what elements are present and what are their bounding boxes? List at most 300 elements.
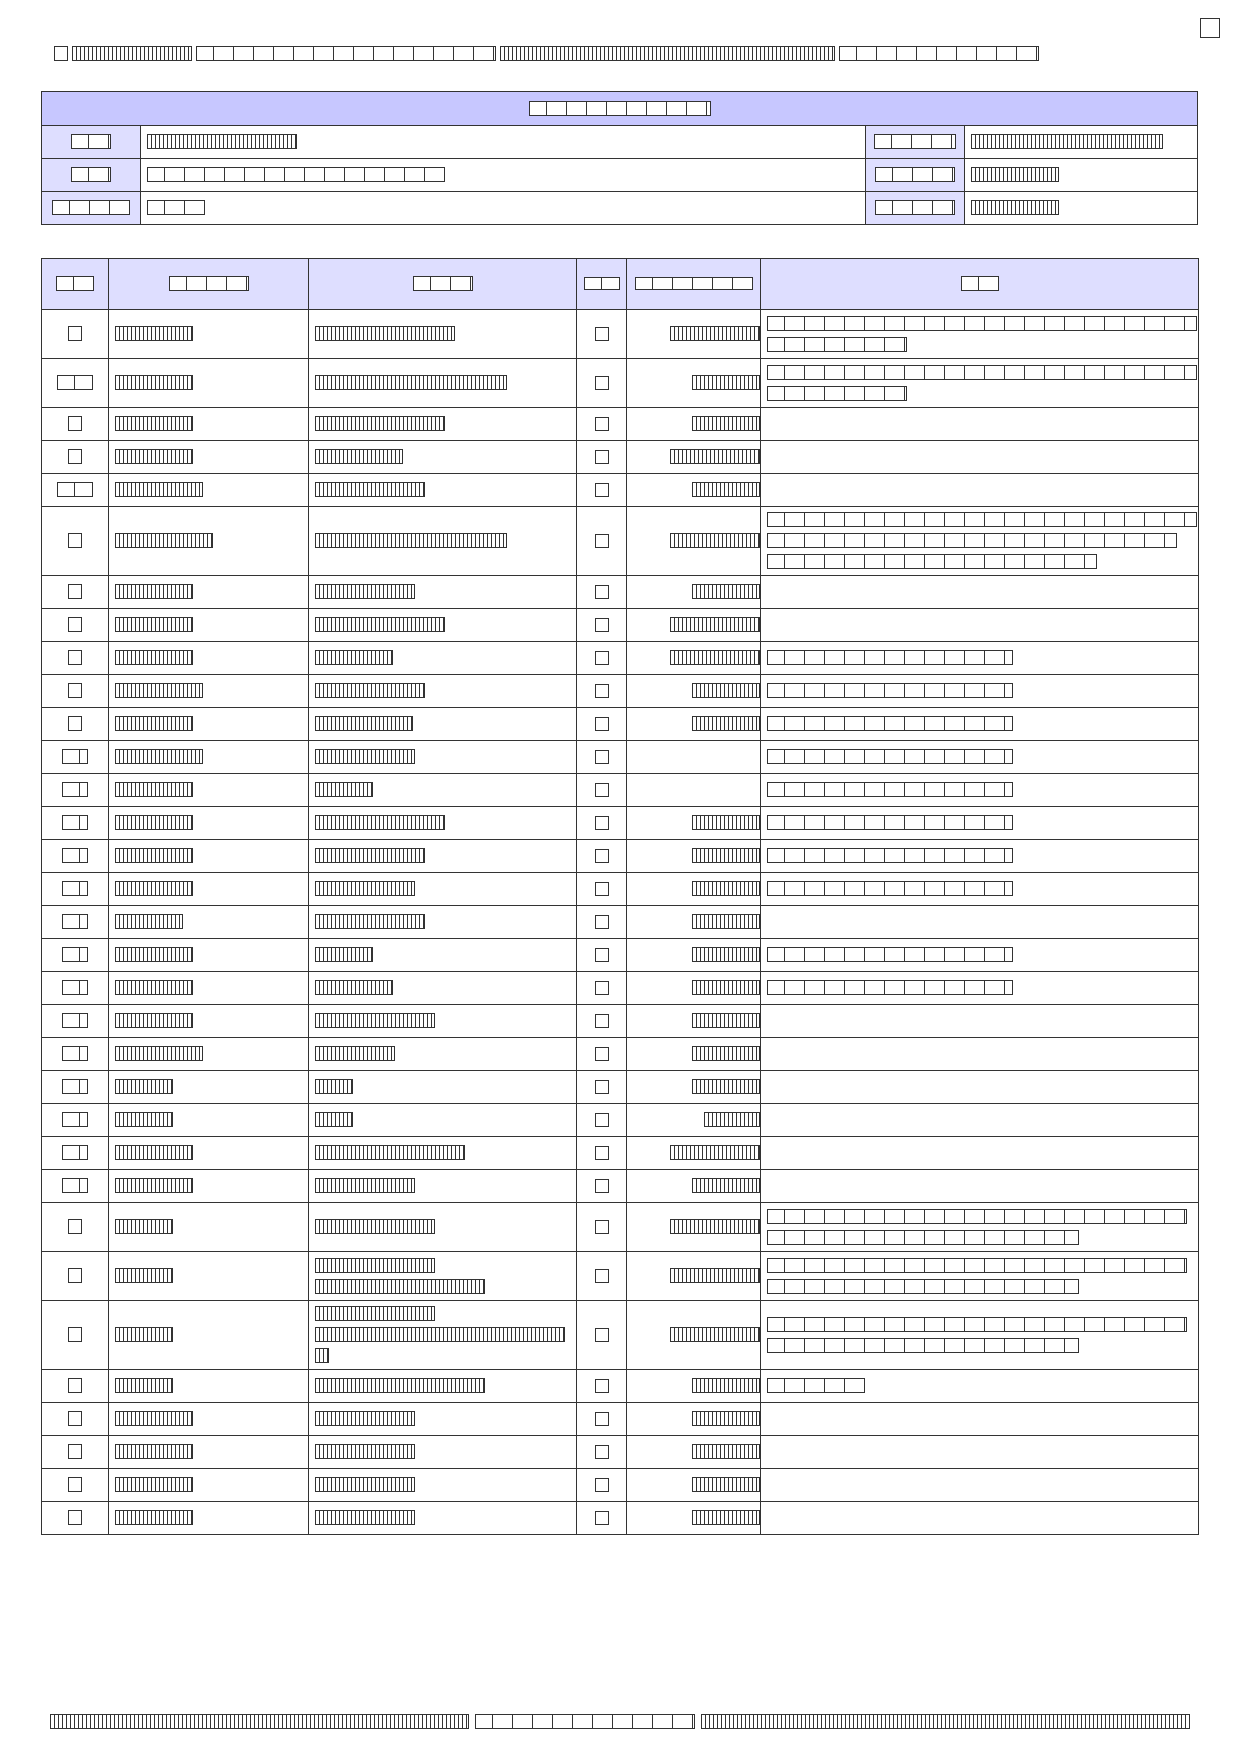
summary-info-table	[41, 91, 1198, 225]
text-placeholder	[57, 375, 93, 390]
row-number	[42, 1170, 109, 1203]
row-amount	[627, 840, 761, 873]
row-flag	[577, 507, 627, 576]
text-placeholder	[670, 650, 760, 665]
row-flag	[577, 939, 627, 972]
row-flag	[577, 1469, 627, 1502]
info-label	[866, 126, 965, 159]
row-amount	[627, 1071, 761, 1104]
text-placeholder	[670, 1145, 760, 1160]
text-placeholder	[692, 1477, 760, 1492]
table-row	[42, 359, 1199, 408]
text-placeholder	[315, 449, 403, 464]
row-name	[309, 1137, 577, 1170]
text-placeholder	[315, 749, 415, 764]
table-row	[42, 1137, 1199, 1170]
text-placeholder	[196, 46, 496, 61]
row-code	[109, 741, 309, 774]
row-code	[109, 1469, 309, 1502]
text-placeholder	[315, 1279, 485, 1294]
row-number	[42, 840, 109, 873]
text-placeholder	[670, 1327, 760, 1342]
row-number	[42, 1469, 109, 1502]
info-label	[866, 192, 965, 225]
text-placeholder	[692, 1411, 760, 1426]
checkbox-icon	[595, 1113, 609, 1127]
row-number	[42, 906, 109, 939]
text-placeholder	[68, 449, 82, 464]
text-placeholder	[670, 1219, 760, 1234]
checkbox-icon	[595, 1412, 609, 1426]
row-amount	[627, 1104, 761, 1137]
text-placeholder	[704, 1112, 760, 1127]
row-flag	[577, 675, 627, 708]
row-amount	[627, 1370, 761, 1403]
info-value	[965, 159, 1198, 192]
row-number	[42, 1137, 109, 1170]
row-flag	[577, 774, 627, 807]
text-placeholder	[62, 1178, 88, 1193]
row-note	[761, 1370, 1199, 1403]
text-placeholder	[62, 914, 88, 929]
text-placeholder	[692, 1444, 760, 1459]
text-placeholder	[767, 683, 1013, 698]
row-note	[761, 576, 1199, 609]
row-code	[109, 873, 309, 906]
column-header	[761, 259, 1199, 310]
table-row	[42, 441, 1199, 474]
text-placeholder	[315, 617, 445, 632]
table-row	[42, 408, 1199, 441]
text-placeholder	[670, 617, 760, 632]
row-number	[42, 408, 109, 441]
row-code	[109, 840, 309, 873]
row-number	[42, 741, 109, 774]
text-placeholder	[315, 881, 415, 896]
row-flag	[577, 441, 627, 474]
row-flag	[577, 1104, 627, 1137]
row-flag	[577, 873, 627, 906]
row-code	[109, 359, 309, 408]
row-number	[42, 1252, 109, 1301]
row-code	[109, 1170, 309, 1203]
table-row	[42, 675, 1199, 708]
row-number	[42, 1370, 109, 1403]
text-placeholder	[670, 449, 760, 464]
row-note	[761, 474, 1199, 507]
row-amount	[627, 675, 761, 708]
text-placeholder	[115, 617, 193, 632]
column-header	[42, 259, 109, 310]
text-placeholder	[68, 326, 82, 341]
row-amount	[627, 609, 761, 642]
text-placeholder	[50, 1714, 469, 1729]
row-code	[109, 972, 309, 1005]
text-placeholder	[692, 683, 760, 698]
row-name	[309, 1252, 577, 1301]
row-note	[761, 873, 1199, 906]
text-placeholder	[62, 815, 88, 830]
row-code	[109, 1203, 309, 1252]
text-placeholder	[315, 683, 425, 698]
row-code	[109, 1502, 309, 1535]
table-row	[42, 1469, 1199, 1502]
table-row	[42, 576, 1199, 609]
text-placeholder	[315, 1258, 435, 1273]
table-row	[42, 774, 1199, 807]
row-number	[42, 474, 109, 507]
text-placeholder	[315, 1510, 415, 1525]
text-placeholder	[767, 1209, 1187, 1224]
row-amount	[627, 1502, 761, 1535]
checkbox-icon	[595, 981, 609, 995]
text-placeholder	[68, 1268, 82, 1283]
text-placeholder	[315, 650, 393, 665]
text-placeholder	[692, 1079, 760, 1094]
row-code	[109, 675, 309, 708]
row-code	[109, 474, 309, 507]
table-row	[42, 1403, 1199, 1436]
row-number	[42, 774, 109, 807]
info-label	[42, 126, 141, 159]
row-note	[761, 609, 1199, 642]
row-number	[42, 576, 109, 609]
text-placeholder	[62, 1046, 88, 1061]
info-value	[141, 159, 866, 192]
text-placeholder	[692, 1378, 760, 1393]
text-placeholder	[68, 617, 82, 632]
text-placeholder	[115, 1046, 203, 1061]
text-placeholder	[68, 1477, 82, 1492]
text-placeholder	[68, 1378, 82, 1393]
row-number	[42, 873, 109, 906]
row-number	[42, 708, 109, 741]
line-item-table	[41, 258, 1199, 1535]
row-name	[309, 1071, 577, 1104]
row-flag	[577, 1038, 627, 1071]
info-label	[42, 192, 141, 225]
row-name	[309, 741, 577, 774]
row-code	[109, 708, 309, 741]
row-note	[761, 1203, 1199, 1252]
info-table-title	[42, 92, 1198, 126]
text-placeholder	[315, 1046, 395, 1061]
row-name	[309, 441, 577, 474]
row-flag	[577, 1502, 627, 1535]
row-amount	[627, 310, 761, 359]
text-placeholder	[315, 1477, 415, 1492]
row-note	[761, 1005, 1199, 1038]
row-name	[309, 840, 577, 873]
checkbox-icon	[595, 651, 609, 665]
row-code	[109, 774, 309, 807]
text-placeholder	[115, 1013, 193, 1028]
row-name	[309, 507, 577, 576]
text-placeholder	[115, 683, 203, 698]
row-note	[761, 840, 1199, 873]
row-amount	[627, 807, 761, 840]
row-amount	[627, 774, 761, 807]
text-placeholder	[767, 848, 1013, 863]
row-code	[109, 1005, 309, 1038]
info-value	[965, 126, 1198, 159]
checkbox-icon	[595, 1269, 609, 1283]
row-code	[109, 1137, 309, 1170]
row-name	[309, 359, 577, 408]
table-row	[42, 1203, 1199, 1252]
text-placeholder	[692, 815, 760, 830]
row-name	[309, 774, 577, 807]
row-number	[42, 1502, 109, 1535]
text-placeholder	[692, 375, 760, 390]
text-placeholder	[767, 1378, 865, 1393]
text-placeholder	[115, 848, 193, 863]
text-placeholder	[72, 46, 192, 61]
text-placeholder	[692, 584, 760, 599]
row-flag	[577, 807, 627, 840]
text-placeholder	[692, 980, 760, 995]
row-flag	[577, 1203, 627, 1252]
row-note	[761, 1403, 1199, 1436]
corner-box-mark	[1200, 18, 1220, 38]
row-flag	[577, 359, 627, 408]
row-note	[761, 708, 1199, 741]
text-placeholder	[315, 1411, 415, 1426]
row-amount	[627, 873, 761, 906]
text-placeholder	[315, 848, 425, 863]
row-code	[109, 441, 309, 474]
row-code	[109, 906, 309, 939]
text-placeholder	[68, 584, 82, 599]
row-number	[42, 441, 109, 474]
row-code	[109, 609, 309, 642]
row-name	[309, 576, 577, 609]
info-label	[42, 159, 141, 192]
info-label	[866, 159, 965, 192]
text-placeholder	[315, 980, 393, 995]
row-number	[42, 1071, 109, 1104]
row-flag	[577, 609, 627, 642]
table-row	[42, 1170, 1199, 1203]
text-placeholder	[315, 1327, 565, 1342]
table-row	[42, 507, 1199, 576]
row-amount	[627, 1137, 761, 1170]
row-name	[309, 1203, 577, 1252]
row-name	[309, 1469, 577, 1502]
row-code	[109, 576, 309, 609]
row-flag	[577, 708, 627, 741]
text-placeholder	[670, 1268, 760, 1283]
row-code	[109, 1252, 309, 1301]
text-placeholder	[115, 449, 193, 464]
checkbox-icon	[595, 327, 609, 341]
text-placeholder	[68, 1219, 82, 1234]
row-name	[309, 642, 577, 675]
row-amount	[627, 939, 761, 972]
row-number	[42, 1301, 109, 1370]
text-placeholder	[315, 1079, 353, 1094]
row-code	[109, 807, 309, 840]
row-name	[309, 1403, 577, 1436]
row-note	[761, 1301, 1199, 1370]
text-placeholder	[767, 316, 1197, 331]
row-amount	[627, 474, 761, 507]
row-flag	[577, 1071, 627, 1104]
table-row	[42, 310, 1199, 359]
row-flag	[577, 642, 627, 675]
row-number	[42, 939, 109, 972]
row-note	[761, 1469, 1199, 1502]
row-number	[42, 675, 109, 708]
text-placeholder	[115, 1219, 173, 1234]
text-placeholder	[315, 1378, 485, 1393]
text-placeholder	[767, 716, 1013, 731]
row-code	[109, 310, 309, 359]
row-name	[309, 609, 577, 642]
table-row	[42, 609, 1199, 642]
page-footer	[50, 1712, 1190, 1730]
checkbox-icon	[595, 1478, 609, 1492]
page-header	[50, 44, 1140, 62]
row-flag	[577, 840, 627, 873]
text-placeholder	[767, 386, 907, 401]
checkbox-icon	[595, 450, 609, 464]
checkbox-icon	[595, 618, 609, 632]
text-placeholder	[692, 416, 760, 431]
table-row	[42, 972, 1199, 1005]
column-header	[309, 259, 577, 310]
text-placeholder	[767, 947, 1013, 962]
row-note	[761, 1252, 1199, 1301]
row-name	[309, 1301, 577, 1370]
checkbox-icon	[595, 1220, 609, 1234]
row-amount	[627, 1203, 761, 1252]
row-note	[761, 741, 1199, 774]
row-amount	[627, 906, 761, 939]
table-row	[42, 1104, 1199, 1137]
text-placeholder	[115, 914, 183, 929]
row-flag	[577, 474, 627, 507]
text-placeholder	[68, 1327, 82, 1342]
row-amount	[627, 708, 761, 741]
row-number	[42, 642, 109, 675]
table-row	[42, 708, 1199, 741]
row-flag	[577, 1170, 627, 1203]
row-name	[309, 408, 577, 441]
text-placeholder	[767, 782, 1013, 797]
row-note	[761, 675, 1199, 708]
row-number	[42, 1104, 109, 1137]
row-amount	[627, 1403, 761, 1436]
text-placeholder	[62, 980, 88, 995]
row-flag	[577, 408, 627, 441]
text-placeholder	[68, 650, 82, 665]
row-flag	[577, 576, 627, 609]
table-row	[42, 1301, 1199, 1370]
text-placeholder	[767, 1258, 1187, 1273]
row-amount	[627, 972, 761, 1005]
row-name	[309, 708, 577, 741]
row-number	[42, 1403, 109, 1436]
text-placeholder	[115, 650, 193, 665]
text-placeholder	[315, 1112, 353, 1127]
text-placeholder	[692, 881, 760, 896]
row-code	[109, 1104, 309, 1137]
table-row	[42, 642, 1199, 675]
text-placeholder	[62, 1079, 88, 1094]
row-name	[309, 906, 577, 939]
table-row	[42, 807, 1199, 840]
row-name	[309, 1170, 577, 1203]
text-placeholder	[62, 782, 88, 797]
row-code	[109, 1071, 309, 1104]
text-placeholder	[115, 1378, 173, 1393]
checkbox-icon	[595, 882, 609, 896]
table-row	[42, 1071, 1199, 1104]
row-flag	[577, 1370, 627, 1403]
table-row	[42, 1370, 1199, 1403]
row-note	[761, 1137, 1199, 1170]
text-placeholder	[115, 947, 193, 962]
text-placeholder	[115, 815, 193, 830]
text-placeholder	[692, 482, 760, 497]
text-placeholder	[767, 533, 1177, 548]
table-row	[42, 1038, 1199, 1071]
checkbox-icon	[595, 1146, 609, 1160]
row-amount	[627, 441, 761, 474]
row-flag	[577, 1252, 627, 1301]
column-header	[627, 259, 761, 310]
row-flag	[577, 1137, 627, 1170]
text-placeholder	[767, 650, 1013, 665]
row-number	[42, 359, 109, 408]
text-placeholder	[315, 1178, 415, 1193]
text-placeholder	[68, 716, 82, 731]
text-placeholder	[115, 1327, 173, 1342]
row-code	[109, 408, 309, 441]
checkbox-icon	[595, 1328, 609, 1342]
row-name	[309, 873, 577, 906]
text-placeholder	[115, 1411, 193, 1426]
text-placeholder	[115, 1268, 173, 1283]
text-placeholder	[315, 533, 507, 548]
row-amount	[627, 507, 761, 576]
row-amount	[627, 576, 761, 609]
text-placeholder	[62, 881, 88, 896]
row-name	[309, 675, 577, 708]
text-placeholder	[68, 1411, 82, 1426]
text-placeholder	[62, 1145, 88, 1160]
text-placeholder	[115, 1444, 193, 1459]
row-code	[109, 1436, 309, 1469]
row-note	[761, 1170, 1199, 1203]
table-row	[42, 939, 1199, 972]
row-number	[42, 507, 109, 576]
text-placeholder	[315, 947, 373, 962]
text-placeholder	[115, 749, 203, 764]
text-placeholder	[767, 980, 1013, 995]
text-placeholder	[315, 1145, 465, 1160]
table-row	[42, 1252, 1199, 1301]
row-code	[109, 1038, 309, 1071]
row-note	[761, 807, 1199, 840]
row-note	[761, 359, 1199, 408]
column-header	[577, 259, 627, 310]
row-note	[761, 1038, 1199, 1071]
text-placeholder	[115, 584, 193, 599]
text-placeholder	[115, 782, 193, 797]
text-placeholder	[315, 782, 373, 797]
